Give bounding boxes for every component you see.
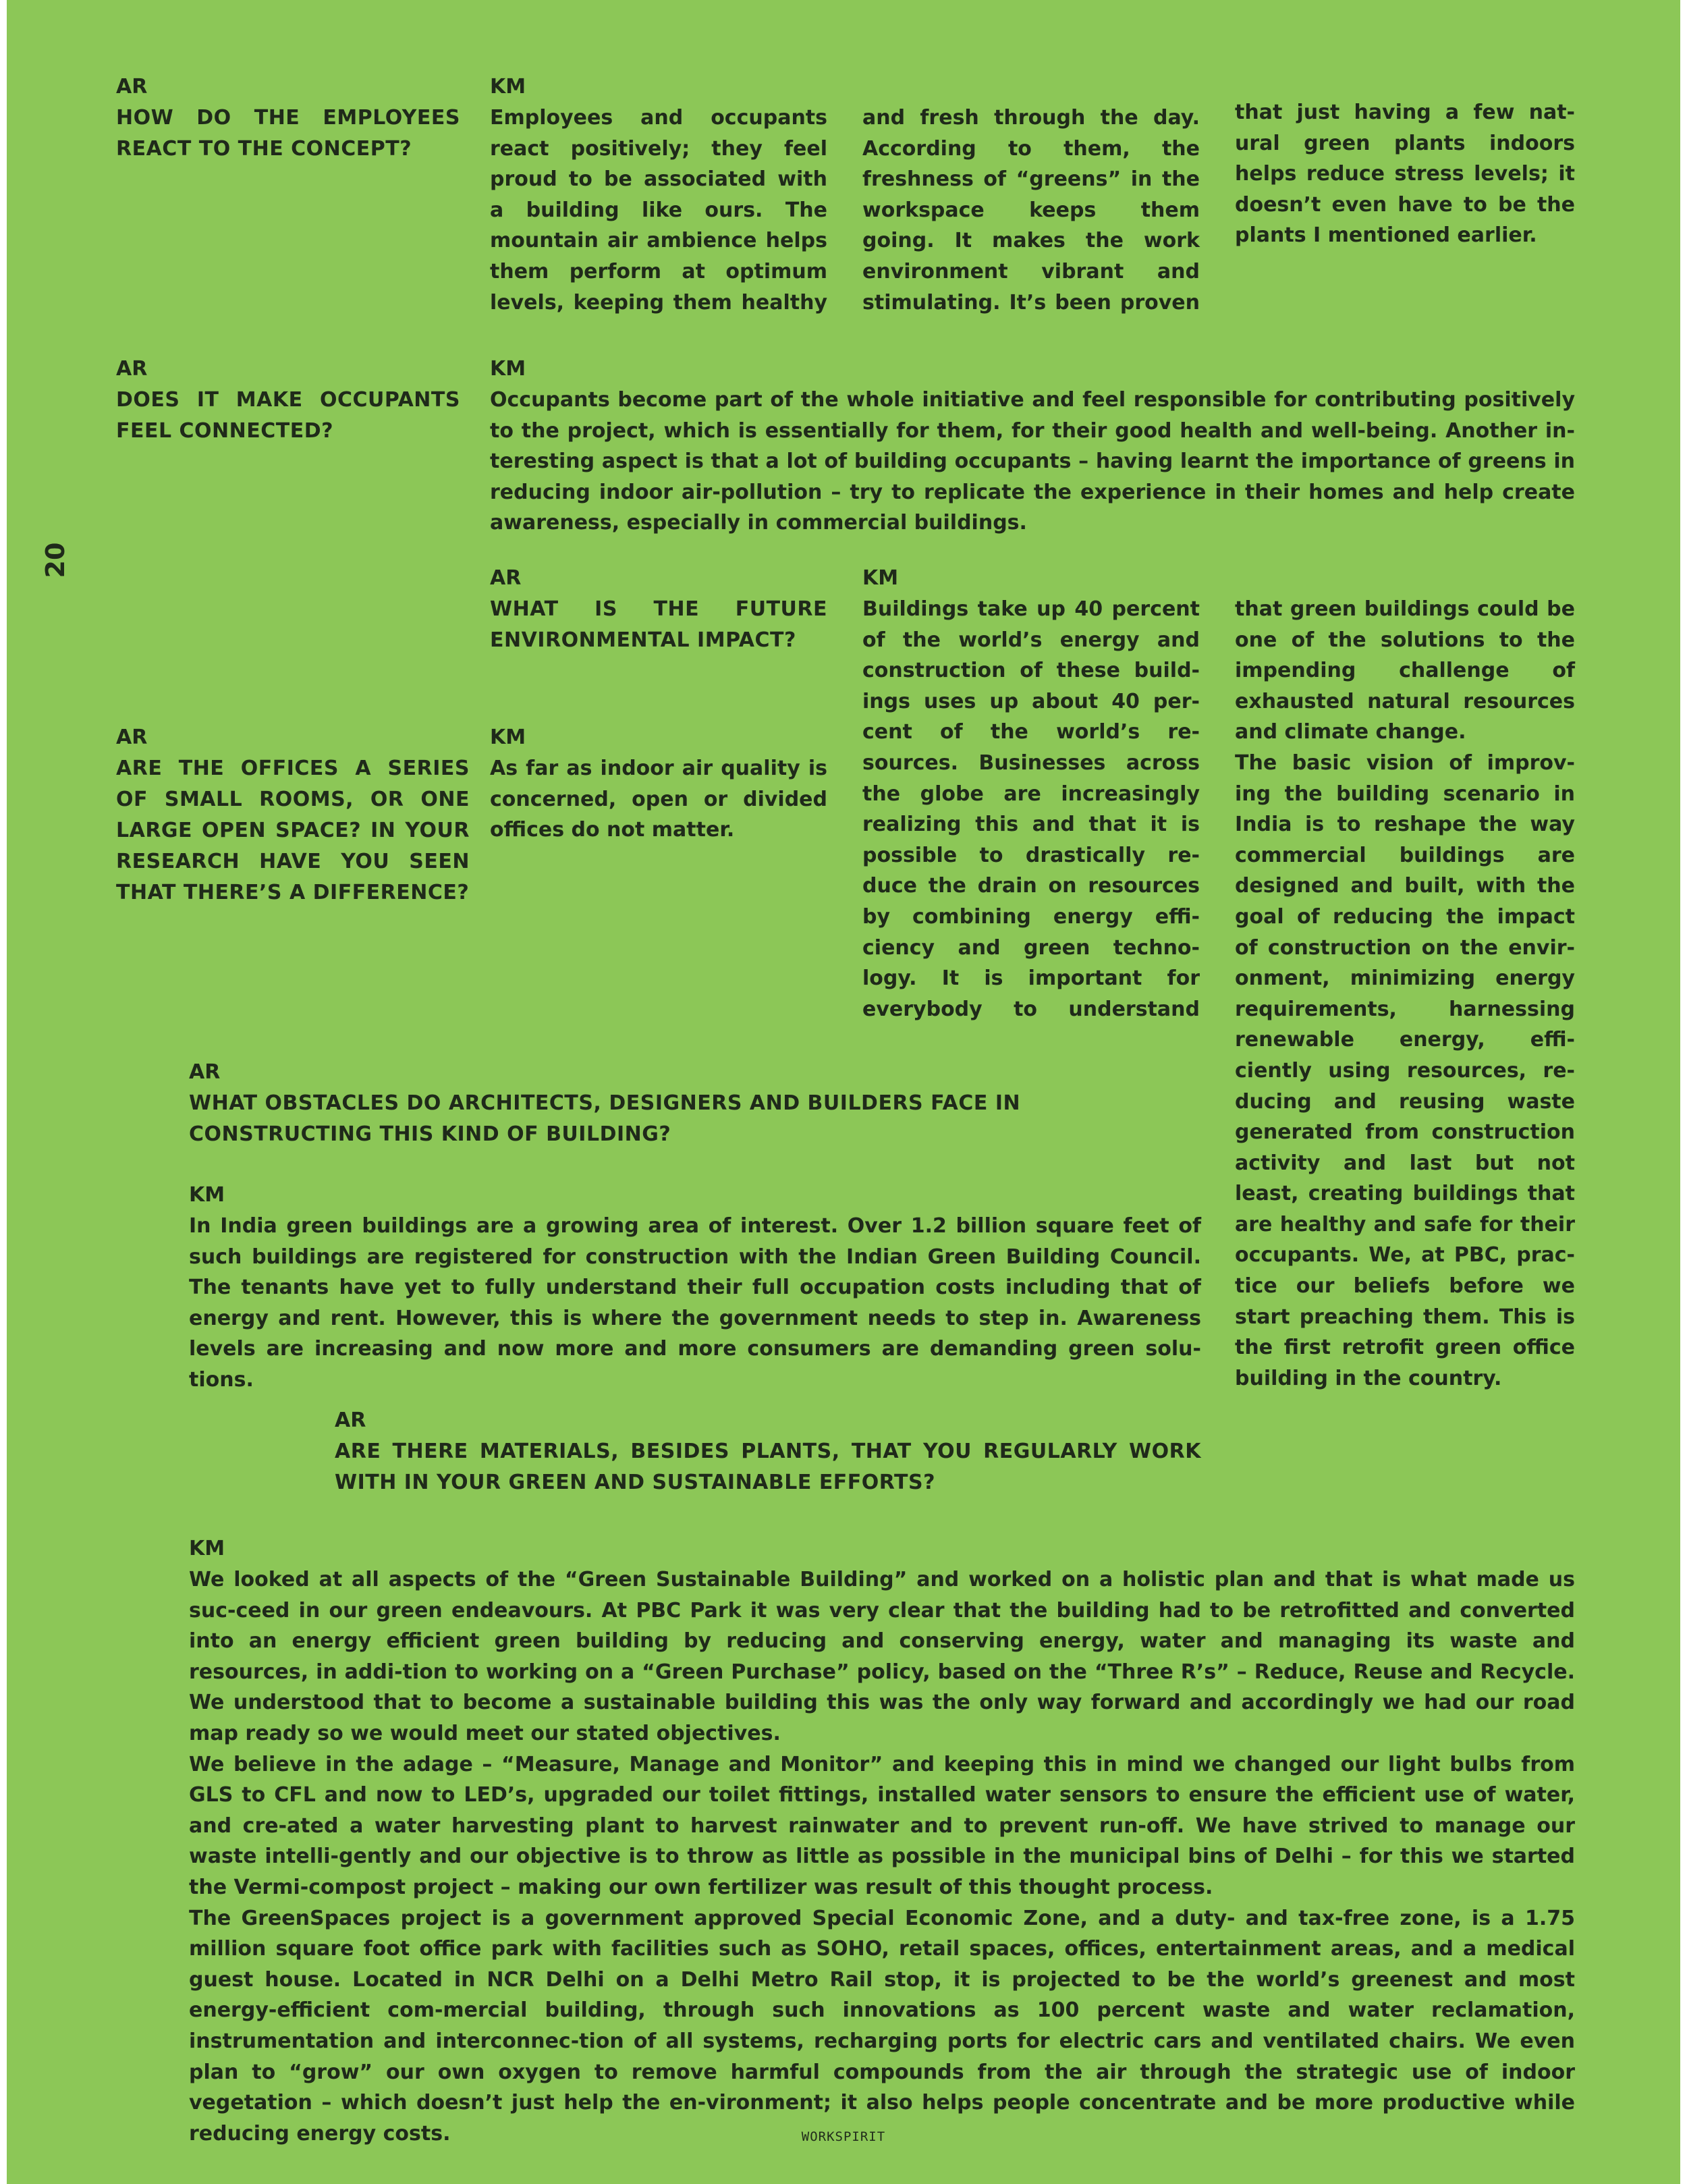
question-occupants-connected xyxy=(116,354,460,447)
answer-occupants-connected xyxy=(490,354,1575,539)
speaker-label: KM xyxy=(490,726,526,749)
question-offices-layout xyxy=(116,722,470,908)
question-text: ARE THERE MATERIALS, BESIDES PLANTS, THAT YOU REGULARLY WORK WITH IN YOUR GREEN AND SUSTAINABLE EFFORTS? xyxy=(335,1440,1201,1494)
answer-text: Buildings take up 40 percent of the world’s energy and construction of these build-ings uses up about 40 per-cent of the world’s re-sources. Businesses across the globe are increasingly realizing this and that it is possible to drastically re-duce the drain on resources by combining energy effi-ciency and green techno-logy. It is important for everybody to understand xyxy=(862,597,1200,1021)
answer-text: We believe in the adage – “Measure, Manage and Monitor” and keeping this in mind we changed our light bulbs from GLS to CFL and now to LED’s, upgraded our toilet fittings, installed water sensors to ensure the efficient use of water, and cre-ated a water harvesting plant to harvest rainwater and to prevent run-off. We have strived to manage our waste intelli-gently and our objective is to throw as little as possible in the municipal bins of Delhi – for this we started the Vermi-compost project – making our own fertilizer was result of this thought process. xyxy=(189,1752,1575,1899)
answer-text: that green buildings could be one of the solutions to the impending challenge of exhausted natural resources and climate change. xyxy=(1235,597,1575,744)
page-number: 20 xyxy=(40,542,70,578)
answer-text: The basic vision of improv-ing the building scenario in India is to reshape the way commercial buildings are designed and built, with the goal of reducing the impact of construction on the envir-onment, minimizing energy requirements, harnessing renewable energy, effi-ciently using resources, re-ducing and reusing waste generated from construction activity and last but not least, creating buildings that are healthy and safe for their occupants. We, at PBC, prac-tice our beliefs before we start preaching them. This is the first retrofit green office building in the country. xyxy=(1235,750,1575,1390)
answer-text: The GreenSpaces project is a government approved Special Economic Zone, and a duty- and tax-free zone, is a 1.75 million square foot office park with facilities such as SOHO, retail spaces, offices, entertainment areas, and a medical guest house. Located in NCR Delhi on a Delhi Metro Rail stop, it is projected to be the world’s greenest and most energy-efficient com-mercial building, through such innovations as 100 percent waste and water reclamation, instrumentation and interconnec-tion of all systems, recharging ports for electric cars and ventilated chairs. We even plan to “grow” our own oxygen to remove harmful compounds from the air through the strategic use of indoor vegetation – which doesn’t just help the en-vironment; it also helps people concentrate and be more productive while reducing energy costs. xyxy=(189,1906,1575,2146)
answer-text: that just having a few nat-ural green plants indoors helps reduce stress levels; it doesn’t even have to be the plants I mentioned earlier. xyxy=(1235,101,1575,248)
answer-text: As far as indoor air quality is concerned, open or divided offices do not matter. xyxy=(490,757,827,842)
answer-text: Employees and occupants react positively; they feel proud to be associated with a building like ours. The mountain air ambience helps them perform at optimum levels, keeping them healthy xyxy=(490,106,827,315)
question-employees-react xyxy=(116,72,460,165)
answer-employees-react-col1 xyxy=(490,72,827,318)
answer-offices-layout xyxy=(490,722,827,846)
question-text: HOW DO THE EMPLOYEES REACT TO THE CONCEPT? xyxy=(116,106,460,161)
question-obstacles xyxy=(189,1057,1140,1150)
speaker-label: AR xyxy=(116,75,148,99)
answer-text: In India green buildings are a growing area of interest. Over 1.2 billion square feet of such buildings are registered for construction with the Indian Green Building Council. The tenants have yet to fully understand their full occupation costs including that of energy and rent. However, this is where the government needs to step in. Awareness levels are increasing and now more and more consumers are demanding green solu-tions. xyxy=(189,1214,1201,1392)
question-text: ARE THE OFFICES A SERIES OF SMALL ROOMS, OR ONE LARGE OPEN SPACE? IN YOUR RESEARCH HAVE YOU SEEN THAT THERE’S A DIFFERENCE? xyxy=(116,757,470,904)
question-text: WHAT OBSTACLES DO ARCHITECTS, DESIGNERS AND BUILDERS FACE IN CONSTRUCTING THIS KIND OF BUILDING? xyxy=(189,1091,1021,1146)
answer-employees-react-col2 xyxy=(862,103,1200,318)
speaker-label: AR xyxy=(116,726,148,749)
answer-future-impact-col1 xyxy=(862,563,1200,1025)
question-text: DOES IT MAKE OCCUPANTS FEEL CONNECTED? xyxy=(116,388,460,443)
answer-text: and fresh through the day. According to them, the freshness of “greens” in the workspace keeps them going. It makes the work environment vibrant and stimulating. It’s been proven xyxy=(862,106,1200,315)
question-future-impact xyxy=(490,563,827,656)
speaker-label: KM xyxy=(189,1537,225,1560)
speaker-label: AR xyxy=(335,1409,366,1432)
answer-text: We looked at all aspects of the “Green Sustainable Building” and worked on a holistic plan and that is what made us suc-ceed in our green endeavours. At PBC Park it was very clear that the building had to be retrofitted and converted into an energy efficient green building by reducing and conserving energy, water and managing its waste and resources, in addi-tion to working on a “Green Purchase” policy, based on the “Three R’s” – Reduce, Reuse and Recycle. We understood that to become a sustainable building this was the only way forward and accordingly we had our road map ready so we would meet our stated objectives. xyxy=(189,1568,1575,1745)
answer-employees-react-col3 xyxy=(1235,97,1575,251)
question-materials xyxy=(335,1405,1201,1498)
speaker-label: AR xyxy=(189,1060,221,1084)
magazine-page xyxy=(7,0,1680,2184)
speaker-label: KM xyxy=(862,566,899,590)
answer-obstacles xyxy=(189,1180,1201,1396)
footer-magazine-name: WORKSPIRIT xyxy=(801,2129,886,2144)
answer-future-impact-col2 xyxy=(1235,594,1575,1394)
speaker-label: KM xyxy=(490,357,526,381)
speaker-label: KM xyxy=(490,75,526,99)
question-text: WHAT IS THE FUTURE ENVIRONMENTAL IMPACT? xyxy=(490,597,827,652)
answer-text: Occupants become part of the whole initiative and feel responsible for contributing positively to the project, which is essentially for them, for their good health and well-being. Another in-teresting aspect is that a lot of building occupants – having learnt the importance of greens in reducing indoor air-pollution – try to replicate the experience in their homes and help create awareness, especially in commercial buildings. xyxy=(490,388,1575,535)
answer-materials xyxy=(189,1533,1575,2149)
speaker-label: AR xyxy=(490,566,522,590)
speaker-label: AR xyxy=(116,357,148,381)
speaker-label: KM xyxy=(189,1183,225,1207)
